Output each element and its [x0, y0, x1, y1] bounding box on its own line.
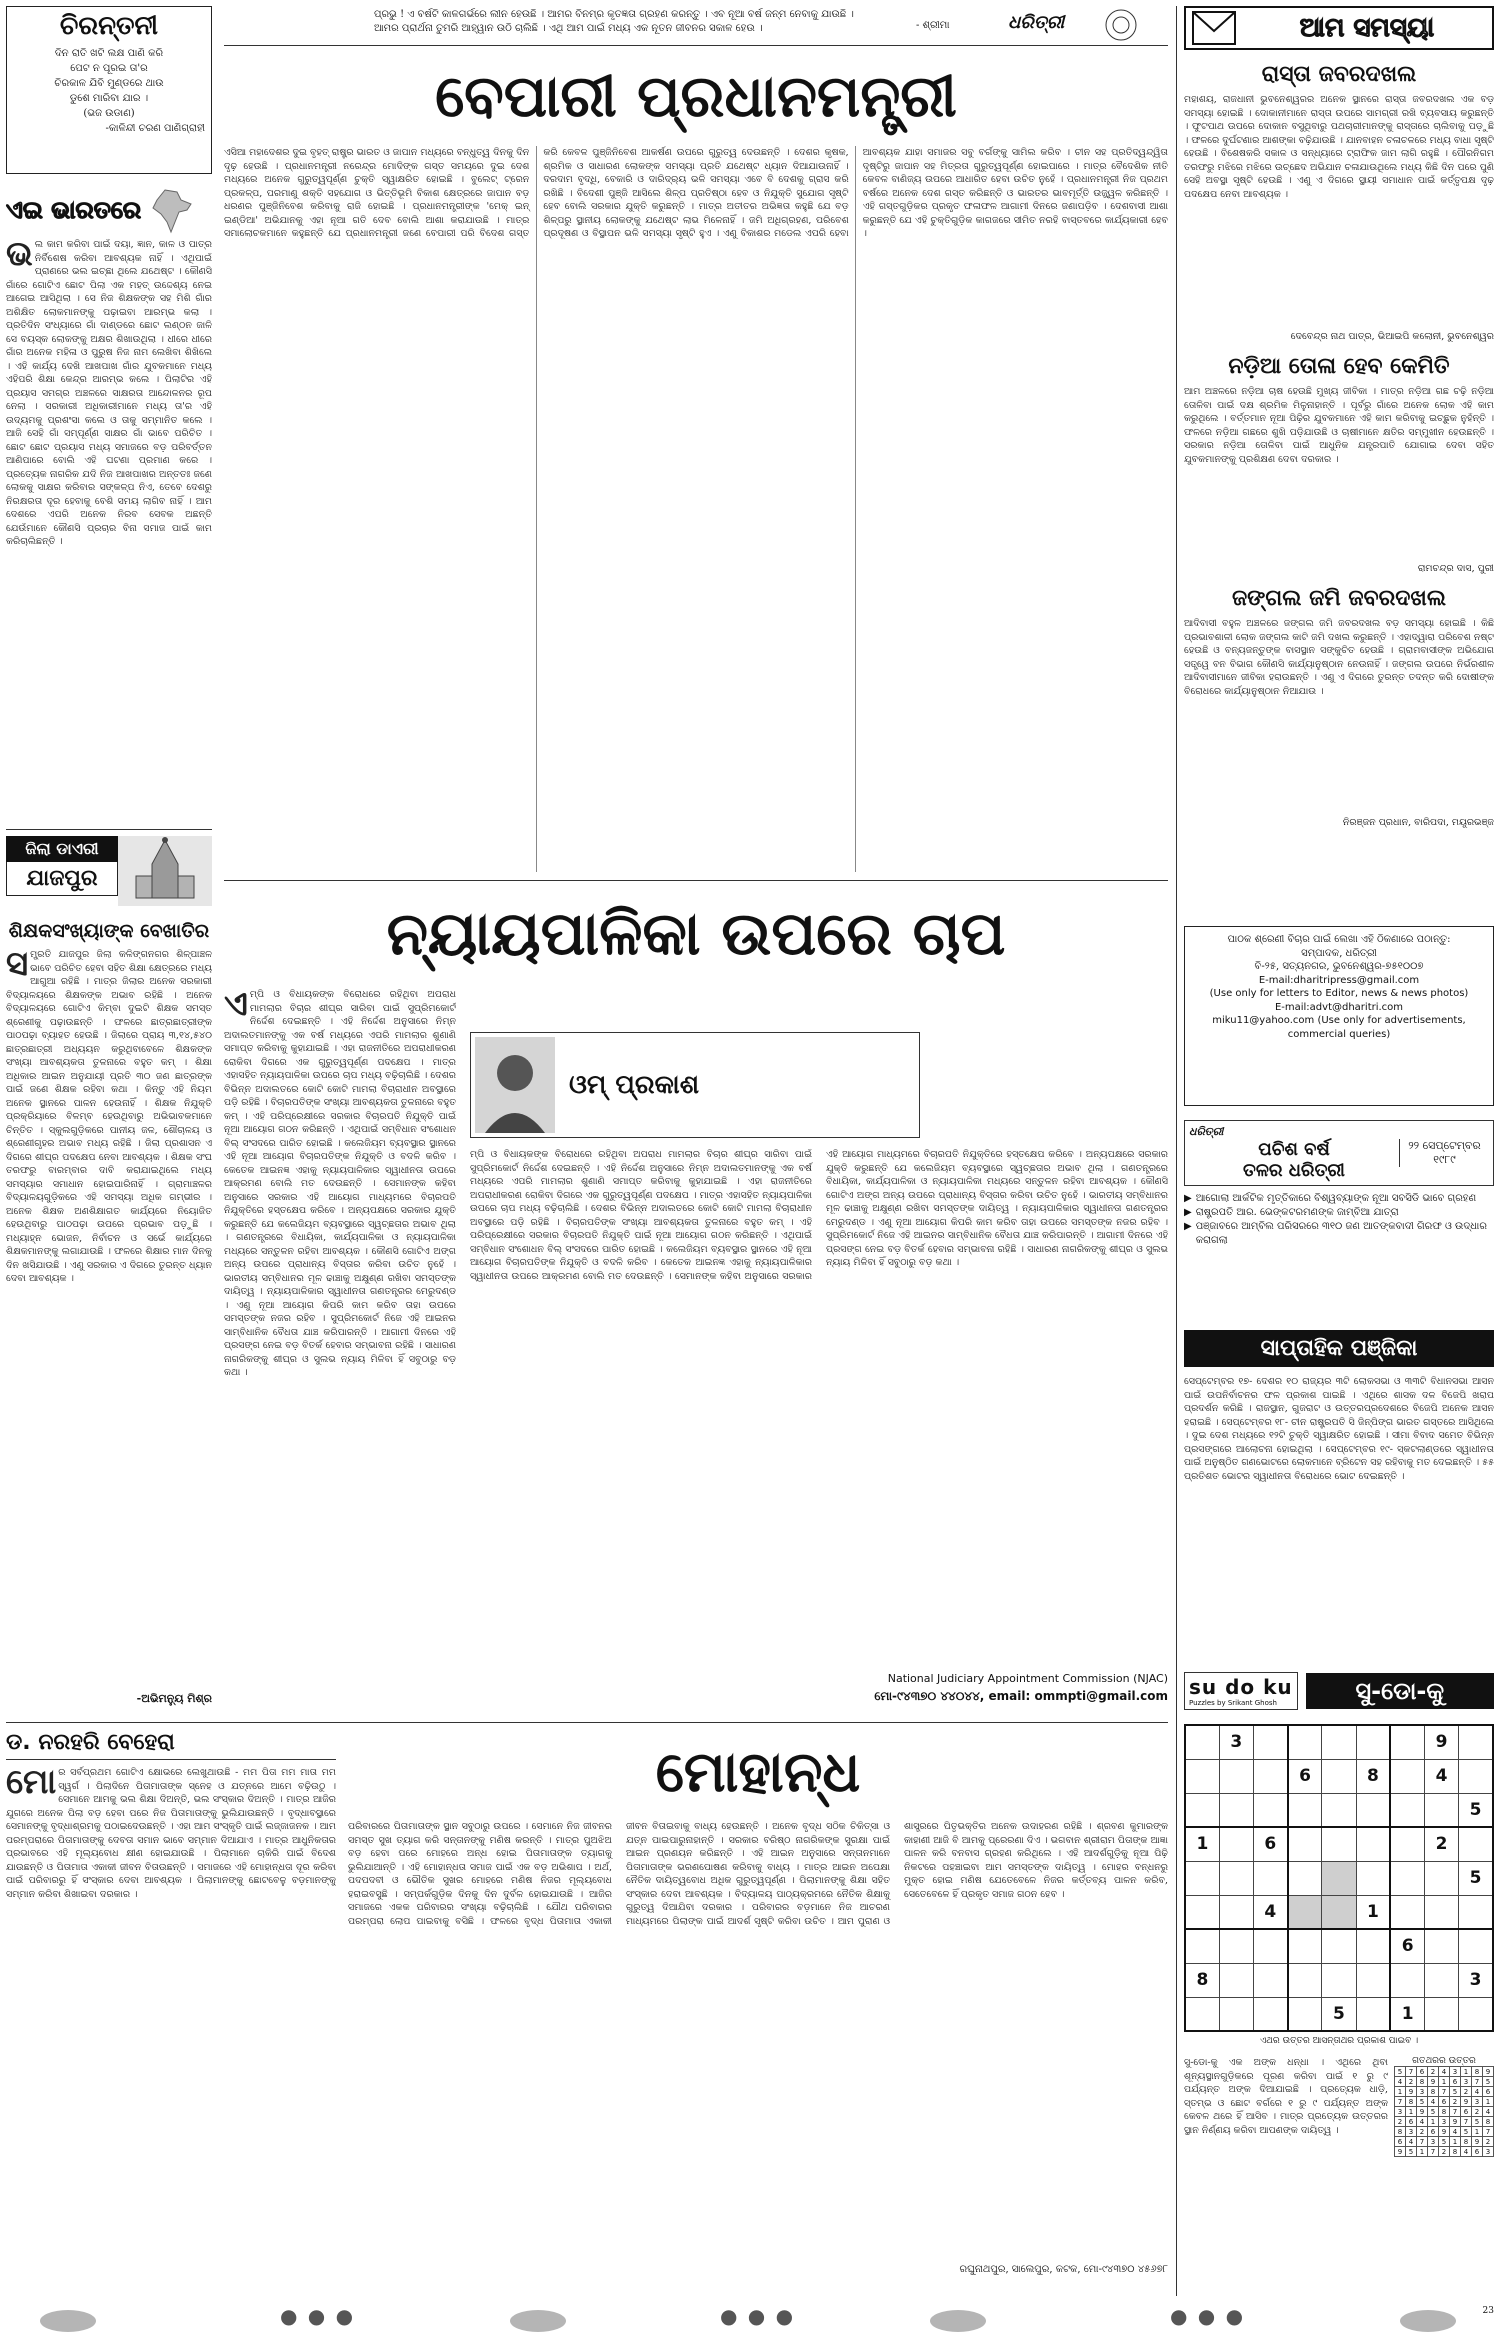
solution-cell: 3: [1461, 2077, 1472, 2087]
saptahika-section: [1184, 1330, 1494, 1660]
aama-samasya-section: [1184, 6, 1494, 910]
sudoku-cell[interactable]: [1288, 1793, 1322, 1827]
sudoku-cell[interactable]: [1219, 1929, 1253, 1963]
sudoku-section: [1184, 1672, 1494, 2292]
drop-cap: ମୋ: [6, 1766, 57, 1802]
sudoku-cell[interactable]: 6: [1253, 1827, 1287, 1861]
sudoku-cell[interactable]: [1425, 1793, 1459, 1827]
solution-cell: 7: [1439, 2087, 1450, 2097]
sudoku-cell[interactable]: [1356, 1861, 1390, 1895]
sudoku-cell[interactable]: 1: [1356, 1895, 1390, 1929]
solution-cell: 9: [1406, 2087, 1417, 2097]
footer-dots: ● ● ●: [280, 2304, 356, 2328]
letter-3: [1184, 586, 1494, 828]
solution-cell: 9: [1483, 2067, 1494, 2077]
pachis-item: ▶ ରାଷ୍ଟ୍ରପତି ଆର. ଭେଙ୍କଟରମଣଙ୍କ ଜାମ୍ବିଆ ଯାତ୍ରା: [1184, 1207, 1399, 1218]
solution-cell: 3: [1472, 2097, 1483, 2107]
solution-cell: 6: [1417, 2067, 1428, 2077]
editorial-2: [224, 886, 1168, 1716]
sudoku-answer-note: ଏଥର ଉତ୍ତର ଆସନ୍ତାଥର ପ୍ରକାଶ ପାଇବ ।: [1259, 2036, 1419, 2046]
sudoku-cell[interactable]: 9: [1425, 1725, 1459, 1759]
solution-cell: 7: [1406, 2067, 1417, 2077]
sudoku-cell[interactable]: [1288, 1929, 1322, 1963]
sudoku-cell[interactable]: 5: [1322, 1997, 1356, 2031]
chirantani-title: ଚିରନ୍ତନୀ: [59, 11, 159, 41]
sudoku-cell[interactable]: [1288, 1827, 1322, 1861]
drop-cap: ଭ: [6, 238, 33, 274]
aama-samasya-title: ଆମ ସମସ୍ୟା: [1299, 12, 1435, 43]
sudoku-cell[interactable]: [1390, 1895, 1424, 1929]
solution-cell: 5: [1428, 2107, 1439, 2117]
solution-cell: 8: [1406, 2097, 1417, 2107]
solution-cell: 4: [1461, 2147, 1472, 2157]
sudoku-cell[interactable]: [1425, 1963, 1459, 1997]
solution-cell: 4: [1417, 2117, 1428, 2127]
solution-cell: 7: [1417, 2137, 1428, 2147]
footer-ornament: [510, 2310, 566, 2332]
sudoku-cell[interactable]: [1253, 1997, 1287, 2031]
sudoku-cell[interactable]: 2: [1425, 1827, 1459, 1861]
solution-cell: 7: [1450, 2107, 1461, 2117]
sudoku-cell[interactable]: [1322, 1963, 1356, 1997]
editorial-1: [224, 50, 1168, 876]
solution-cell: 2: [1450, 2097, 1461, 2107]
sudoku-cell[interactable]: [1390, 1793, 1424, 1827]
bullet-icon: ▶: [1184, 1207, 1192, 1218]
solution-cell: 2: [1406, 2077, 1417, 2087]
sudoku-cell[interactable]: [1185, 1895, 1219, 1929]
solution-cell: 9: [1450, 2117, 1461, 2127]
letter-2-sender: ରାମଚନ୍ଦ୍ର ଦାସ, ପୁରୀ: [1417, 563, 1494, 574]
solution-cell: 8: [1395, 2127, 1406, 2137]
solution-cell: 7: [1483, 2127, 1494, 2137]
sudoku-cell[interactable]: [1185, 1793, 1219, 1827]
solution-cell: 8: [1483, 2117, 1494, 2127]
solution-cell: 5: [1439, 2137, 1450, 2147]
sudoku-cell[interactable]: 4: [1425, 1759, 1459, 1793]
sudoku-cell[interactable]: [1288, 1997, 1322, 2031]
jilla-diary-banner: ଜିଲା ଡାଏରୀ: [6, 836, 118, 862]
solution-cell: 4: [1395, 2077, 1406, 2087]
sudoku-cell[interactable]: [1219, 1997, 1253, 2031]
sudoku-cell[interactable]: [1322, 1861, 1356, 1895]
footer-dots: ● ● ●: [1170, 2304, 1246, 2328]
sudoku-cell[interactable]: 5: [1459, 1793, 1493, 1827]
solution-cell: 2: [1395, 2117, 1406, 2127]
sudoku-cell[interactable]: [1459, 1827, 1493, 1861]
india-map-icon: [147, 186, 195, 234]
sudoku-cell[interactable]: [1322, 1895, 1356, 1929]
letter-1: [1184, 62, 1494, 342]
solution-cell: 9: [1428, 2077, 1439, 2087]
narahari-heading: ଡ. ନରହରି ବେହେରା: [6, 1730, 336, 1760]
editorial-2-col1: ଏ ମ୍ପି ଓ ବିଧାୟକଙ୍କ ବିରୋଧରେ ରହିଥିବା ଅପରାଧ ମାମଲାର ବିଚାର ଶୀଘ୍ର ସାରିବା ପାଇଁ ସୁପ୍ରିମକୋର୍ଟ ନିର୍ଦ୍ଦେଶ ଦେଇଛନ୍ତି । ଏହି ନିର୍ଦ୍ଦେଶ ଅନୁସାରେ ନିମ୍ନ ଅଦାଲତମାନଙ୍କୁ ଏକ ବର୍ଷ ମଧ୍ୟରେ ଏପରି ମାମଲାର ଶୁଣାଣି ସମାପ୍ତ କରିବାକୁ କୁହାଯାଇଛି । ଏହା ରାଜନୀତିରେ ଅପରାଧୀକରଣ ରୋକିବା ଦିଗରେ ଏକ ଗୁରୁତ୍ୱପୂର୍ଣ୍ଣ ପଦକ୍ଷେପ । ମାତ୍ର ଏହାସହିତ ନ୍ୟାୟପାଳିକା ଉପରେ ଚାପ ମଧ୍ୟ ବଢ଼ିଚାଲିଛି । ଦେଶର ବିଭିନ୍ନ ଅଦାଲତରେ କୋଟି କୋଟି ମାମଲା ବିଚାରାଧୀନ ଅବସ୍ଥାରେ ପଡ଼ି ରହିଛି । ବିଚାରପତିଙ୍କ ସଂଖ୍ୟା ଆବଶ୍ୟକତା ତୁଳନାରେ ବହୁତ କମ୍ । ଏହି ପରିପ୍ରେକ୍ଷୀରେ ସରକାର ବିଚାରପତି ନିଯୁକ୍ତି ପାଇଁ ନୂଆ ଆୟୋଗ ଗଠନ କରିଛନ୍ତି । ଏଥିପାଇଁ ସମ୍ବିଧାନ ସଂଶୋଧନ ବିଲ୍ ସଂସଦରେ ପାରିତ ହୋଇଛି । କଲେଜିୟମ ବ୍ୟବସ୍ଥାର ସ୍ଥାନରେ ଏହି ନୂଆ ଆୟୋଗ ବିଚାରପତିଙ୍କ ନିଯୁକ୍ତି ଓ ବଦଳି କରିବ । କେତେକ ଆଇନଜ୍ଞ ଏହାକୁ ନ୍ୟାୟପାଳିକାର ସ୍ୱାଧୀନତା ଉପରେ ଆକ୍ରମଣ ବୋଲି ମତ ଦେଉଛନ୍ତି । ସେମାନଙ୍କ କହିବା ଅନୁସାରେ ସରକାର ଏହି ଆୟୋଗ ମାଧ୍ୟମରେ ବିଚାରପତି ନିଯୁକ୍ତିରେ ହସ୍ତକ୍ଷେପ କରିବେ । ଅନ୍ୟପକ୍ଷରେ ସରକାର ଯୁକ୍ତି କରୁଛନ୍ତି ଯେ କଲେଜିୟମ ବ୍ୟବସ୍ଥାରେ ସ୍ୱଚ୍ଛତାର ଅଭାବ ଥିଲା । ଗଣତନ୍ତ୍ରରେ ବିଧାୟିକା, କାର୍ଯ୍ୟପାଳିକା ଓ ନ୍ୟାୟପାଳିକା ମଧ୍ୟରେ ସନ୍ତୁଳନ ରହିବା ଆବଶ୍ୟକ । କୌଣସି ଗୋଟିଏ ଅଙ୍ଗ ଅନ୍ୟ ଉପରେ ପ୍ରାଧାନ୍ୟ ବିସ୍ତାର କରିବା ଉଚିତ ନୁହେଁ । ଭାରତୀୟ ସମ୍ବିଧାନର ମୂଳ ଢାଞ୍ଚାକୁ ଅକ୍ଷୁଣ୍ଣ ରଖିବା ସମସ୍ତଙ୍କ ଦାୟିତ୍ୱ । ନ୍ୟାୟପାଳିକାର ସ୍ୱାଧୀନତା ଗଣତନ୍ତ୍ରର ମେରୁଦଣ୍ଡ । ଏଣୁ ନୂଆ ଆୟୋଗ କିପରି କାମ କରିବ ତାହା ଉପରେ ସମସ୍ତଙ୍କ ନଜର ରହିବ । ସୁପ୍ରିମକୋର୍ଟ ନିଜେ ଏହି ଆଇନର ସାମ୍ବିଧାନିକ ବୈଧତା ଯାଞ୍ଚ କରିପାରନ୍ତି । ଆଗାମୀ ଦିନରେ ଏହି ପ୍ରସଙ୍ଗ ନେଇ ବଡ଼ ବିତର୍କ ହେବାର ସମ୍ଭାବନା ରହିଛି । ସାଧାରଣ ନାଗରିକଙ୍କୁ ଶୀଘ୍ର ଓ ସୁଲଭ ନ୍ୟାୟ ମିଳିବା ହିଁ ସବୁଠାରୁ ବଡ଼ କଥା ।: [224, 988, 456, 1378]
solution-cell: 7: [1395, 2097, 1406, 2107]
solution-cell: 9: [1439, 2127, 1450, 2137]
solution-cell: 4: [1450, 2127, 1461, 2137]
chirantani-author: -କାଳିନ୍ଦୀ ଚରଣ ପାଣିଗ୍ରାହୀ: [105, 123, 205, 134]
sudoku-cell[interactable]: [1219, 1861, 1253, 1895]
solution-cell: 6: [1395, 2137, 1406, 2147]
sudoku-cell[interactable]: [1322, 1725, 1356, 1759]
solution-cell: 2: [1428, 2067, 1439, 2077]
bullet-icon: ▶: [1184, 1221, 1192, 1232]
solution-cell: 5: [1483, 2077, 1494, 2087]
envelope-icon: [1192, 11, 1236, 45]
sudoku-cell[interactable]: [1459, 1759, 1493, 1793]
saptahika-body: ସେପ୍ଟେମ୍ବର ୧୭- ଦେଶର ୧୦ ରାଜ୍ୟର ୩ଟି ଲୋକସଭା ଓ ୩୩ଟି ବିଧାନସଭା ଆସନ ପାଇଁ ଉପନିର୍ବାଚନର ଫଳ ପ୍ରକାଶ ପାଇଛି । ଏଥିରେ ଶାସକ ଦଳ ବିଜେପି ଖରାପ ପ୍ରଦର୍ଶନ କରିଛି । ରାଜସ୍ଥାନ, ଗୁଜରାଟ ଓ ଉତ୍ତରପ୍ରଦେଶରେ ବିଜେପି ଅନେକ ଆସନ ହରାଇଛି । ସେପ୍ଟେମ୍ବର ୧୮- ଚୀନ ରାଷ୍ଟ୍ରପତି ସି ଜିନ୍‌ପିଙ୍ଗ ଭାରତ ଗସ୍ତରେ ଆସିଥିଲେ । ଦୁଇ ଦେଶ ମଧ୍ୟରେ ୧୨ଟି ଚୁକ୍ତି ସ୍ୱାକ୍ଷରିତ ହୋଇଛି । ସୀମା ବିବାଦ ସମେତ ବିଭିନ୍ନ ପ୍ରସଙ୍ଗରେ ଆଲୋଚନା ହୋଇଥିଲା । ସେପ୍ଟେମ୍ବର ୧୯- ସ୍କଟଲାଣ୍ଡରେ ସ୍ୱାଧୀନତା ପାଇଁ ଅନୁଷ୍ଠିତ ଗଣଭୋଟରେ ଲୋକମାନେ ବ୍ରିଟେନ ସହ ରହିବାକୁ ମତ ଦେଇଛନ୍ତି । ୫୫ ପ୍ରତିଶତ ଭୋଟର ସ୍ୱାଧୀନତା ବିରୋଧରେ ଭୋଟ ଦେଇଛନ୍ତି ।: [1184, 1376, 1494, 1482]
jilla-diary-section: [6, 836, 212, 1716]
solution-cell: 7: [1461, 2117, 1472, 2127]
solution-cell: 6: [1428, 2127, 1439, 2137]
editorial-3: [348, 1730, 1168, 2290]
author-photo: [475, 1037, 555, 1133]
solution-cell: 7: [1472, 2077, 1483, 2087]
letter-2-body: ଆମ ଅଞ୍ଚଳରେ ନଡ଼ିଆ ଚାଷ ହେଉଛି ମୁଖ୍ୟ ଜୀବିକା । ମାତ୍ର ନଡ଼ିଆ ଗଛ ଚଢ଼ି ନଡ଼ିଆ ତୋଳିବା ପାଇଁ ଦକ୍ଷ ଶ୍ରମିକ ମିଳୁନାହାନ୍ତି । ପୂର୍ବରୁ ଗାଁରେ ଅନେକ ଲୋକ ଏହି କାମ କରୁଥିଲେ । ବର୍ତ୍ତମାନ ନୂଆ ପିଢ଼ିର ଯୁବକମାନେ ଏହି କାମ କରିବାକୁ ଇଚ୍ଛୁକ ନୁହଁନ୍ତି । ଫଳରେ ନଡ଼ିଆ ଗଛରେ ଶୁଖି ପଡ଼ିଯାଉଛି ଓ ଚାଷୀମାନେ କ୍ଷତିର ସମ୍ମୁଖୀନ ହେଉଛନ୍ତି । ସରକାର ନଡ଼ିଆ ତୋଳିବା ପାଇଁ ଆଧୁନିକ ଯନ୍ତ୍ରପାତି ଯୋଗାଇ ଦେବା ସହିତ ଯୁବକମାନଙ୍କୁ ପ୍ରଶିକ୍ଷଣ ଦେବା ଦରକାର ।: [1184, 386, 1494, 465]
pachis-date: ୨୨ ସେପ୍ଟେମ୍ବର: [1408, 1139, 1481, 1152]
paper-logo: ଧରିତ୍ରୀ: [1008, 12, 1065, 33]
sudoku-cell[interactable]: [1185, 1929, 1219, 1963]
editorial-2-author: ଓମ୍ ପ୍ରକାଶ: [569, 1069, 700, 1100]
solution-cell: 5: [1461, 2127, 1472, 2137]
sudoku-cell[interactable]: 6: [1288, 1759, 1322, 1793]
ebharatare-title: ଏଇ ଭାରତରେ: [6, 196, 142, 224]
solution-cell: 2: [1461, 2087, 1472, 2097]
letter-1-sender: ଦେବେନ୍ଦ୍ର ନାଥ ପାତ୍ର, ଭିଆଇପି କଲୋନୀ, ଭୁବନେଶ୍ୱର: [1290, 331, 1494, 342]
sudoku-cell[interactable]: [1459, 1929, 1493, 1963]
jilla-diary-body: ସ ମ୍ପ୍ରତି ଯାଜପୁର ଜିଲା କଳିଙ୍ଗନଗର ଶିଳ୍ପାଞ୍ଚଳ ଭାବେ ପରିଚିତ ହେବା ସହିତ ଶିକ୍ଷା କ୍ଷେତ୍ରରେ ମଧ୍ୟ ଆଗୁଆ ରହିଛି । ମାତ୍ର ଜିଲାର ଅନେକ ସରକାରୀ ବିଦ୍ୟାଳୟରେ ଶିକ୍ଷକଙ୍କ ଅଭାବ ରହିଛି । ଅନେକ ବିଦ୍ୟାଳୟରେ ଗୋଟିଏ କିମ୍ବା ଦୁଇଟି ଶିକ୍ଷକ ସମସ୍ତ ଶ୍ରେଣୀକୁ ପଢ଼ାଉଛନ୍ତି । ଫଳରେ ଛାତ୍ରଛାତ୍ରୀଙ୍କ ପାଠପଢ଼ା ବ୍ୟାହତ ହେଉଛି । ଜିଲାରେ ପ୍ରାୟ ୩,୧୪,୫୪୦ ଛାତ୍ରଛାତ୍ରୀ ଅଧ୍ୟୟନ କରୁଥିବାବେଳେ ଶିକ୍ଷକଙ୍କ ସଂଖ୍ୟା ଆବଶ୍ୟକତା ତୁଳନାରେ ବହୁତ କମ୍ । ଶିକ୍ଷା ଅଧିକାର ଆଇନ ଅନୁଯାୟୀ ପ୍ରତି ୩୦ ଜଣ ଛାତ୍ରଙ୍କ ପାଇଁ ଜଣେ ଶିକ୍ଷକ ରହିବା କଥା । କିନ୍ତୁ ଏହି ନିୟମ ଅନେକ ସ୍ଥାନରେ ପାଳନ ହେଉନାହିଁ । ଶିକ୍ଷକ ନିଯୁକ୍ତି ପ୍ରକ୍ରିୟାରେ ବିଳମ୍ବ ହେଉଥିବାରୁ ଅଭିଭାବକମାନେ ଚିନ୍ତିତ । ସ୍କୁଲଗୁଡ଼ିକରେ ପାନୀୟ ଜଳ, ଶୌଚାଳୟ ଓ ଶ୍ରେଣୀଗୃହର ଅଭାବ ମଧ୍ୟ ରହିଛି । ଜିଲା ପ୍ରଶାସନ ଏ ଦିଗରେ ଶୀଘ୍ର ପଦକ୍ଷେପ ନେବା ଆବଶ୍ୟକ । ଶିକ୍ଷକ ସଂଘ ତରଫରୁ ବାରମ୍ବାର ଦାବି କରାଯାଇଥିଲେ ମଧ୍ୟ ସମସ୍ୟାର ସମାଧାନ ହୋଇପାରିନାହିଁ । ଗ୍ରାମାଞ୍ଚଳର ବିଦ୍ୟାଳୟଗୁଡ଼ିକରେ ଏହି ସମସ୍ୟା ଅଧିକ ଗମ୍ଭୀର । ଅନେକ ଶିକ୍ଷକ ଅଣଶିକ୍ଷାଗତ କାର୍ଯ୍ୟରେ ନିୟୋଜିତ ହେଉଥିବାରୁ ପାଠପଢ଼ା ଉପରେ ପ୍ରଭାବ ପଡ଼ୁଛି । ମଧ୍ୟାହ୍ନ ଭୋଜନ, ନିର୍ବାଚନ ଓ ସର୍ଭେ କାର୍ଯ୍ୟରେ ଶିକ୍ଷକମାନଙ୍କୁ ଲଗାଯାଉଛି । ଫଳରେ ଶିକ୍ଷାର ମାନ ଦିନକୁ ଦିନ ଖସିଯାଉଛି । ଏଣୁ ସରକାର ଏ ଦିଗରେ ତୁରନ୍ତ ଧ୍ୟାନ ଦେବା ଆବଶ୍ୟକ ।: [6, 948, 212, 1284]
solution-cell: 6: [1439, 2097, 1450, 2107]
contact-email-2[interactable]: E-mail:advt@dharitri.com: [1274, 1001, 1404, 1013]
solution-cell: 4: [1483, 2107, 1494, 2117]
solution-cell: 8: [1439, 2107, 1450, 2117]
sudoku-cell[interactable]: [1185, 1725, 1219, 1759]
contact-line-7: miku11@yahoo.com (Use only for advertisements, commercial queries): [1212, 1015, 1466, 1040]
letter-2-heading: ନଡ଼ିଆ ତୋଳା ହେବ କେମିତି: [1228, 354, 1450, 379]
sudoku-cell[interactable]: [1322, 1759, 1356, 1793]
sudoku-cell[interactable]: [1356, 1793, 1390, 1827]
solution-cell: 6: [1472, 2147, 1483, 2157]
chirantani-poem: ଦିନ ରାତି ଖଟି ଲକ୍ଷ ପାଣି କରି ପେଟ ନ ପୂରଇ ତା'ର ଚିରକାଳ ଯିବି ମୁଣ୍ଡରେ ଥାଉ ଡୁଶେ ମାରିବା ଯାର । (ଭଜ ଉଡାଣ): [54, 48, 164, 119]
pachis-title-2: ତଳର ଧରିତ୍ରୀ: [1243, 1160, 1345, 1181]
solution-cell: 8: [1428, 2087, 1439, 2097]
solution-cell: 3: [1483, 2147, 1494, 2157]
solution-cell: 8: [1417, 2077, 1428, 2087]
solution-cell: 7: [1428, 2147, 1439, 2157]
solution-cell: 8: [1472, 2067, 1483, 2077]
temple-illustration: [118, 836, 212, 906]
solution-cell: 3: [1406, 2127, 1417, 2137]
sudoku-solution-label: ଗତଥରର ଉତ୍ତର: [1412, 2056, 1476, 2066]
sudoku-cell[interactable]: 8: [1185, 1963, 1219, 1997]
pachis-year: ୧୯୮୯: [1433, 1153, 1456, 1166]
sudoku-cell[interactable]: 4: [1253, 1895, 1287, 1929]
sudoku-logo: su do ku: [1189, 1675, 1293, 1699]
sudoku-cell[interactable]: [1288, 1725, 1322, 1759]
sudoku-cell[interactable]: [1219, 1759, 1253, 1793]
sun-emblem-icon: [1104, 8, 1138, 42]
editorial-1-headline: ବେପାରୀ ପ୍ରଧାନମନ୍ତ୍ରୀ: [435, 62, 957, 130]
letter-1-heading: ରାସ୍ତା ଜବରଦଖଲ: [1261, 62, 1417, 87]
sudoku-cell[interactable]: [1322, 1827, 1356, 1861]
solution-cell: 5: [1406, 2147, 1417, 2157]
sudoku-cell[interactable]: [1390, 1963, 1424, 1997]
pachis-paper-label: ଧରିତ୍ରୀ: [1189, 1125, 1224, 1138]
contact-line-5: (Use only for letters to Editor, news & news photos): [1209, 988, 1469, 999]
sudoku-cell[interactable]: [1288, 1861, 1322, 1895]
pachis-barsa-section: [1184, 1120, 1494, 1320]
solution-cell: 9: [1417, 2107, 1428, 2117]
sudoku-cell[interactable]: [1253, 1929, 1287, 1963]
chirantani-box: [6, 6, 212, 174]
editorial-3-address: ରଘୁନାଥପୁର, ସାଲେପୁର, କଟକ, ମୋ-୯୪୩୭୦ ୪୫୬୭୮: [959, 2264, 1168, 2275]
solution-cell: 1: [1439, 2077, 1450, 2087]
sudoku-cell[interactable]: [1425, 1997, 1459, 2031]
letter-1-body: ମହାଶୟ, ରାଜଧାନୀ ଭୁବନେଶ୍ୱରର ଅନେକ ସ୍ଥାନରେ ରାସ୍ତା ଜବରଦଖଲ ଏକ ବଡ଼ ସମସ୍ୟା ହୋଇଛି । ଦୋକାନୀମାନେ ରାସ୍ତା ଉପରେ ସାମଗ୍ରୀ ରଖି ବ୍ୟବସାୟ କରୁଛନ୍ତି । ଫୁଟପାଥ ଉପରେ ଦୋକାନ ବସୁଥିବାରୁ ପଥଚାରୀମାନଙ୍କୁ ରାସ୍ତାରେ ଚାଲିବାକୁ ପଡ଼ୁଛି । ଫଳରେ ଦୁର୍ଘଟଣାର ଆଶଙ୍କା ବଢ଼ିଯାଉଛି । ଯାନବାହନ ଚଳାଚଳରେ ମଧ୍ୟ ବାଧା ସୃଷ୍ଟି ହେଉଛି । ବିଶେଷକରି ସକାଳ ଓ ସନ୍ଧ୍ୟାରେ ଟ୍ରାଫିକ ଜାମ ଲାଗି ରହୁଛି । ପୌରନିଗମ ତରଫରୁ ମଝିରେ ମଝିରେ ଉଚ୍ଛେଦ ଅଭିଯାନ ଚଳାଯାଉଥିଲେ ମଧ୍ୟ କିଛି ଦିନ ପରେ ପୁଣି ସେହି ଅବସ୍ଥା ସୃଷ୍ଟି ହେଉଛି । ଏଣୁ ଏ ଦିଗରେ ସ୍ଥାୟୀ ସମାଧାନ ପାଇଁ କର୍ତ୍ତୃପକ୍ଷ ଦୃଢ଼ ପଦକ୍ଷେପ ନେବା ଆବଶ୍ୟକ ।: [1184, 94, 1494, 200]
masthead-tagline-2: ଆମର ପ୍ରାର୍ଥନା ତୁମରି ଆହ୍ୱାନ ଉଠି ଚାଲିଛି । ଏଥି ଆମ ପାଇଁ ମଧ୍ୟ ଏକ ନୂତନ ଜୀବନର ସକାଳ ହେଉ ।: [374, 23, 763, 34]
solution-cell: 2: [1439, 2147, 1450, 2157]
contact-line-1: ପାଠକ ଶ୍ରେଣୀ ବିଚାର ପାଇଁ ଲେଖା ଏହି ଠିକଣାରେ ପଠାନ୍ତୁ:: [1227, 934, 1451, 945]
contact-email-1[interactable]: E-mail:dharitripress@gmail.com: [1258, 974, 1420, 986]
editorial-1-body: ଏସିଆ ମହାଦେଶର ଦୁଇ ବୃହତ୍ ରାଷ୍ଟ୍ର ଭାରତ ଓ ଜାପାନ ମଧ୍ୟରେ ବନ୍ଧୁତ୍ୱ ଦିନକୁ ଦିନ ଦୃଢ଼ ହେଉଛି । ପ୍ରଧାନମନ୍ତ୍ରୀ ନରେନ୍ଦ୍ର ମୋଦିଙ୍କ ଗସ୍ତ ସମୟରେ ଦୁଇ ଦେଶ ମଧ୍ୟରେ ଅନେକ ଗୁରୁତ୍ୱପୂର୍ଣ୍ଣ ଚୁକ୍ତି ସ୍ୱାକ୍ଷରିତ ହୋଇଛି । ବୁଲେଟ୍ ଟ୍ରେନ ପ୍ରକଳ୍ପ, ପରମାଣୁ ଶକ୍ତି ସହଯୋଗ ଓ ଭିତ୍ତିଭୂମି ବିକାଶ କ୍ଷେତ୍ରରେ ଜାପାନ ବଡ଼ ଧରଣର ପୁଞ୍ଜିନିବେଶ କରିବାକୁ ରାଜି ହୋଇଛି । ପ୍ରଧାନମନ୍ତ୍ରୀଙ୍କ 'ମେକ୍ ଇନ୍ ଇଣ୍ଡିଆ' ଅଭିଯାନକୁ ଏହା ନୂଆ ଗତି ଦେବ ବୋଲି ଆଶା କରାଯାଉଛି । ମାତ୍ର ସମାଲୋଚକମାନେ କହୁଛନ୍ତି ଯେ ପ୍ରଧାନମନ୍ତ୍ରୀ ଜଣେ ବେପାରୀ ପରି ବିଦେଶ ଗସ୍ତ କରି କେବଳ ପୁଞ୍ଜିନିବେଶ ଆକର୍ଷଣ ଉପରେ ଗୁରୁତ୍ୱ ଦେଉଛନ୍ତି । ଦେଶର କୃଷକ, ଶ୍ରମିକ ଓ ସାଧାରଣ ଲୋକଙ୍କ ସମସ୍ୟା ପ୍ରତି ଯଥେଷ୍ଟ ଧ୍ୟାନ ଦିଆଯାଉନାହିଁ । ଦରଦାମ ବୃଦ୍ଧି, ବେକାରି ଓ ଦାରିଦ୍ର୍ୟ ଭଳି ସମସ୍ୟା ଏବେ ବି ଦେଶକୁ ଗ୍ରାସ କରି ରଖିଛି । ବିଦେଶୀ ପୁଞ୍ଜି ଆସିଲେ ଶିଳ୍ପ ପ୍ରତିଷ୍ଠା ହେବ ଓ ନିଯୁକ୍ତି ସୁଯୋଗ ସୃଷ୍ଟି ହେବ ବୋଲି ସରକାର ଯୁକ୍ତି କରୁଛନ୍ତି । ମାତ୍ର ଅତୀତର ଅଭିଜ୍ଞତା କହୁଛି ଯେ ବଡ଼ ଶିଳ୍ପରୁ ସ୍ଥାନୀୟ ଲୋକଙ୍କୁ ଯଥେଷ୍ଟ ଲାଭ ମିଳେନାହିଁ । ଜମି ଅଧିଗ୍ରହଣ, ପରିବେଶ ପ୍ରଦୂଷଣ ଓ ବିସ୍ଥାପନ ଭଳି ସମସ୍ୟା ସୃଷ୍ଟି ହୁଏ । ଏଣୁ ବିକାଶର ମଡେଲ ଏପରି ହେବା ଆବଶ୍ୟକ ଯାହା ସମାଜର ସବୁ ବର୍ଗଙ୍କୁ ସାମିଲ କରିବ । ଚୀନ ସହ ପ୍ରତିଦ୍ୱନ୍ଦ୍ୱିତା ଦୃଷ୍ଟିରୁ ଜାପାନ ସହ ମିତ୍ରତା ଗୁରୁତ୍ୱପୂର୍ଣ୍ଣ ହୋଇପାରେ । ମାତ୍ର ବୈଦେଶିକ ନୀତି କେବଳ ବାଣିଜ୍ୟ ଉପରେ ଆଧାରିତ ହେବା ଉଚିତ ନୁହେଁ । ପ୍ରଧାନମନ୍ତ୍ରୀ ନିଜ ପ୍ରଥମ ବର୍ଷରେ ଅନେକ ଦେଶ ଗସ୍ତ କରିଛନ୍ତି ଓ ଭାରତର ଭାବମୂର୍ତ୍ତି ଉଜ୍ଜ୍ୱଳ କରିଛନ୍ତି । ଏହି ଗସ୍ତଗୁଡ଼ିକର ପ୍ରକୃତ ଫଳାଫଳ ଆଗାମୀ ଦିନରେ ଜଣାପଡ଼ିବ । ଦେଶବାସୀ ଆଶା କରୁଛନ୍ତି ଯେ ଏହି ଚୁକ୍ତିଗୁଡ଼ିକ କାଗଜରେ ସୀମିତ ନରହି ବାସ୍ତବରେ କାର୍ଯ୍ୟକାରୀ ହେବ ।: [224, 147, 1168, 239]
solution-cell: 3: [1428, 2137, 1439, 2147]
editorial-3-headline: ମୋହାନ୍ଧ: [655, 1740, 861, 1805]
solution-cell: 5: [1472, 2117, 1483, 2127]
solution-cell: 1: [1406, 2107, 1417, 2117]
drop-cap: ଏ: [224, 988, 248, 1024]
sudoku-cell[interactable]: [1390, 1725, 1424, 1759]
editorial-3-body: ପରିବାରରେ ପିତାମାତାଙ୍କ ସ୍ଥାନ ସବୁଠାରୁ ଉପରେ । ସେମାନେ ନିଜ ଜୀବନର ସମସ୍ତ ସୁଖ ତ୍ୟାଗ କରି ସନ୍ତାନଙ୍କୁ ମଣିଷ କରନ୍ତି । ମାତ୍ର ପୁଅଝିଅ ବଡ଼ ହେବା ପରେ ମୋହରେ ଅନ୍ଧ ହୋଇ ପିତାମାତାଙ୍କ ତ୍ୟାଗକୁ ଭୁଲିଯାଆନ୍ତି । ଏହି ମୋହାନ୍ଧତା ସମାଜ ପାଇଁ ଏକ ବଡ଼ ଅଭିଶାପ । ଅର୍ଥ, ପଦପଦବୀ ଓ ଭୌତିକ ସୁଖର ମୋହରେ ମଣିଷ ନିଜର ମୂଲ୍ୟବୋଧ ହରାଇବସୁଛି । ସମ୍ପର୍କଗୁଡ଼ିକ ଦିନକୁ ଦିନ ଦୁର୍ବଳ ହୋଇଯାଉଛି । ଆଜିର ସମାଜରେ ଏକକ ପରିବାରର ସଂଖ୍ୟା ବଢ଼ିଚାଲିଛି । ଯୌଥ ପରିବାରର ପରମ୍ପରା ଲୋପ ପାଇବାକୁ ବସିଛି । ଫଳରେ ବୃଦ୍ଧ ପିତାମାତା ଏକାକୀ ଜୀବନ ବିତାଇବାକୁ ବାଧ୍ୟ ହେଉଛନ୍ତି । ଅନେକ ବୃଦ୍ଧ ସଠିକ ଚିକିତ୍ସା ଓ ଯତ୍ନ ପାଇପାରୁନାହାନ୍ତି । ସରକାର ବରିଷ୍ଠ ନାଗରିକଙ୍କ ସୁରକ୍ଷା ପାଇଁ ଆଇନ ପ୍ରଣୟନ କରିଛନ୍ତି । ଏହି ଆଇନ ଅନୁସାରେ ସନ୍ତାନମାନେ ପିତାମାତାଙ୍କ ଭରଣପୋଷଣ କରିବାକୁ ବାଧ୍ୟ । ମାତ୍ର ଆଇନ ଅପେକ୍ଷା ନୈତିକ ଦାୟିତ୍ୱବୋଧ ଅଧିକ ଗୁରୁତ୍ୱପୂର୍ଣ୍ଣ । ପିଲାମାନଙ୍କୁ ଶିକ୍ଷା ସହିତ ସଂସ୍କାର ଦେବା ଆବଶ୍ୟକ । ବିଦ୍ୟାଳୟ ପାଠ୍ୟକ୍ରମରେ ନୈତିକ ଶିକ୍ଷାକୁ ଗୁରୁତ୍ୱ ଦିଆଯିବା ଦରକାର । ପରିବାରର ବଡ଼ମାନେ ନିଜ ଆଚରଣ ମାଧ୍ୟମରେ ପିଲାଙ୍କ ପାଇଁ ଆଦର୍ଶ ସୃଷ୍ଟି କରିବା ଉଚିତ । ଆମ ପୁରାଣ ଓ ଶାସ୍ତ୍ରରେ ପିତୃଭକ୍ତିର ଅନେକ ଉଦାହରଣ ରହିଛି । ଶ୍ରବଣ କୁମାରଙ୍କ କାହାଣୀ ଆଜି ବି ଆମକୁ ପ୍ରେରଣା ଦିଏ । ଭଗବାନ ଶ୍ରୀରାମ ପିତାଙ୍କ ଆଜ୍ଞା ପାଳନ କରି ବନବାସ ଗ୍ରହଣ କରିଥିଲେ । ଏହି ଆଦର୍ଶଗୁଡ଼ିକୁ ନୂଆ ପିଢ଼ି ନିକଟରେ ପହଞ୍ଚାଇବା ଆମ ସମସ୍ତଙ୍କ ଦାୟିତ୍ୱ । ମୋହର ବନ୍ଧନରୁ ମୁକ୍ତ ହୋଇ ମଣିଷ ଯେତେବେଳେ ନିଜର କର୍ତ୍ତବ୍ୟ ପାଳନ କରିବ, ସେତେବେଳେ ହିଁ ପ୍ରକୃତ ସମାଜ ଗଠନ ହେବ ।: [348, 1821, 1168, 1927]
sudoku-cell[interactable]: [1425, 1861, 1459, 1895]
sudoku-cell[interactable]: [1253, 1759, 1287, 1793]
sudoku-cell[interactable]: [1459, 1725, 1493, 1759]
contact-line-2: ସମ୍ପାଦକ, ଧରିତ୍ରୀ: [1301, 947, 1377, 959]
solution-cell: 4: [1472, 2087, 1483, 2097]
sudoku-cell[interactable]: [1425, 1895, 1459, 1929]
narahari-section: [6, 1730, 336, 2290]
sudoku-instructions: ସୁ-ଡୋ-କୁ ଏକ ଅଙ୍କ ଧନ୍ଧା । ଏଥିରେ ଥିବା ଶୂନ୍ୟସ୍ଥାନଗୁଡ଼ିକରେ ପୂରଣ କରିବା ପାଇଁ ୧ ରୁ ୯ ପର୍ଯ୍ୟନ୍ତ ଅଙ୍କ ଦିଆଯାଇଛି । ପ୍ରତ୍ୟେକ ଧାଡ଼ି, ସ୍ତମ୍ଭ ଓ ଛୋଟ ବର୍ଗରେ ୧ ରୁ ୯ ପର୍ଯ୍ୟନ୍ତ ଅଙ୍କ କେବଳ ଥରେ ହିଁ ଆସିବ । ମାତ୍ର ପ୍ରତ୍ୟେକ ଉତ୍ତରର ସ୍ଥାନ ନିର୍ଣ୍ଣୟ କରିବା ଆପଣଙ୍କ ଦାୟିତ୍ୱ ।: [1184, 2057, 1388, 2136]
solution-cell: 1: [1461, 2067, 1472, 2077]
sudoku-cell[interactable]: [1356, 1827, 1390, 1861]
sudoku-cell[interactable]: [1253, 1725, 1287, 1759]
sudoku-cell[interactable]: 1: [1185, 1827, 1219, 1861]
sudoku-cell[interactable]: 8: [1356, 1759, 1390, 1793]
sudoku-cell[interactable]: [1322, 1793, 1356, 1827]
masthead-credit: - ଶ୍ରୀମା: [916, 20, 950, 31]
solution-cell: 3: [1395, 2107, 1406, 2117]
solution-cell: 8: [1461, 2137, 1472, 2147]
solution-cell: 5: [1450, 2087, 1461, 2097]
solution-cell: 1: [1450, 2137, 1461, 2147]
solution-cell: 4: [1406, 2137, 1417, 2147]
footer-ornament: [930, 2310, 986, 2332]
footer-ornament: [1400, 2310, 1456, 2332]
masthead-tagline-1: ପ୍ରଭୁ ! ଏ ବର୍ଷଟି କାଳଗର୍ଭରେ ଲୀନ ହେଉଛି । ଆମର ବିନମ୍ର କୃତଜ୍ଞତା ଗ୍ରହଣ କରନ୍ତୁ । ଏବ ନୂଆ ବର୍ଷ ଜନ୍ମ ନେବାକୁ ଯାଉଛି ।: [374, 9, 854, 20]
page-number: 23: [1482, 2306, 1494, 2316]
pachis-item: ▶ ଆଗୋଲା ଆର୍କଟିକ ମୃତ୍ତିକାରେ ବିଶ୍ୱବ୍ୟାଙ୍କ ନୂଆ ସବସିଡି ଭାବେ ଗ୍ରହଣ: [1184, 1193, 1477, 1204]
letter-3-sender: ନିରଞ୍ଜନ ପ୍ରଧାନ, ବାରିପଦା, ମୟୂରଭଞ୍ଜ: [1342, 817, 1494, 828]
sudoku-cell[interactable]: [1390, 1759, 1424, 1793]
sudoku-cell[interactable]: 6: [1390, 1929, 1424, 1963]
sudoku-cell[interactable]: [1185, 1759, 1219, 1793]
solution-cell: 3: [1439, 2117, 1450, 2127]
editorial-2-contact: ମୋ-୯୪୩୭୦ ୪୪୦୪୪, email: ommpti@gmail.com: [874, 1689, 1168, 1703]
masthead: [224, 6, 1168, 46]
sudoku-title: ସୁ-ଡୋ-କୁ: [1306, 1673, 1494, 1709]
footer-ornament: [40, 2310, 96, 2332]
solution-cell: 6: [1461, 2107, 1472, 2117]
sudoku-cell[interactable]: 3: [1459, 1963, 1493, 1997]
sudoku-cell[interactable]: [1185, 1997, 1219, 2031]
solution-cell: 6: [1483, 2087, 1494, 2097]
contact-box: [1184, 926, 1494, 1106]
solution-cell: 3: [1450, 2067, 1461, 2077]
narahari-body: ମୋ ର ସର୍ବପ୍ରଥମ ଗୋଟିଏ କ୍ଷୋଭରେ ଲେଖୁଥାଉଛି - ମମ ପିତା ମମ ମାତା ମମ ସ୍ୱର୍ଗ । ପିଲାଦିନେ ପିତାମାତାଙ୍କ ସ୍ନେହ ଓ ଯତ୍ନରେ ଆମେ ବଢ଼ିଉଠୁ । ସେମାନେ ଆମକୁ ଭଲ ଶିକ୍ଷା ଦିଅନ୍ତି, ଭଲ ସଂସ୍କାର ଦିଅନ୍ତି । ମାତ୍ର ଆଜିର ଯୁଗରେ ଅନେକ ପିଲା ବଡ଼ ହେବା ପରେ ନିଜ ପିତାମାତାଙ୍କୁ ଭୁଲିଯାଉଛନ୍ତି । ବୃଦ୍ଧାବସ୍ଥାରେ ସେମାନଙ୍କୁ ବୃଦ୍ଧାଶ୍ରମକୁ ପଠାଇଦେଉଛନ୍ତି । ଏହା ଆମ ସଂସ୍କୃତି ପାଇଁ ଲଜ୍ଜାଜନକ । ଆମ ପରମ୍ପରାରେ ପିତାମାତାଙ୍କୁ ଦେବତା ସମାନ ଭାବେ ସମ୍ମାନ ଦିଆଯାଏ । ମାତ୍ର ଆଧୁନିକତାର ପ୍ରଭାବରେ ଏହି ମୂଲ୍ୟବୋଧ କ୍ଷୀଣ ହୋଇଯାଉଛି । ପିଲାମାନେ ଚାକିରି ପାଇଁ ବିଦେଶ ଯାଉଛନ୍ତି ଓ ପିତାମାତା ଏକାକୀ ଜୀବନ ବିତାଉଛନ୍ତି । ସମାଜରେ ଏହି ମୋହାନ୍ଧତା ଦୂର କରିବା ପାଇଁ ପରିବାରରୁ ହିଁ ସଂସ୍କାର ଦେବା ଆବଶ୍ୟକ । ପିଲାମାନଙ୍କୁ ଛୋଟବେଳୁ ବଡ଼ମାନଙ୍କୁ ସମ୍ମାନ କରିବା ଶିଖାଇବା ଦରକାର ।: [6, 1766, 336, 1900]
sudoku-cell[interactable]: [1356, 1963, 1390, 1997]
ebharatare-section: [6, 186, 212, 824]
sudoku-cell[interactable]: [1253, 1963, 1287, 1997]
sudoku-cell[interactable]: [1185, 1861, 1219, 1895]
solution-cell: 5: [1395, 2067, 1406, 2077]
sudoku-cell[interactable]: [1459, 1997, 1493, 2031]
sudoku-grid: [1184, 1724, 1494, 2032]
sudoku-cell[interactable]: [1356, 1929, 1390, 1963]
sudoku-credit: Puzzles by Srikant Ghosh: [1189, 1699, 1277, 1707]
bullet-icon: ▶: [1184, 1193, 1192, 1204]
pachis-title-1: ପଚିଶ ବର୍ଷ: [1258, 1139, 1330, 1160]
solution-cell: 2: [1472, 2107, 1483, 2117]
sudoku-cell[interactable]: [1356, 1725, 1390, 1759]
drop-cap: ସ: [6, 948, 29, 984]
sudoku-cell[interactable]: [1219, 1895, 1253, 1929]
solution-cell: 4: [1439, 2067, 1450, 2077]
sudoku-cell[interactable]: [1390, 1861, 1424, 1895]
solution-cell: 4: [1428, 2097, 1439, 2107]
solution-cell: 2: [1417, 2127, 1428, 2137]
sudoku-cell[interactable]: [1219, 1793, 1253, 1827]
sudoku-cell[interactable]: [1356, 1997, 1390, 2031]
sudoku-cell[interactable]: [1425, 1929, 1459, 1963]
saptahika-banner: ସାପ୍ତାହିକ ପଞ୍ଜିକା: [1184, 1330, 1494, 1367]
ebharatare-body: ଭ ଲ କାମ କରିବା ପାଇଁ ଦୟା, ଜ୍ଞାନ, କାଳ ଓ ପାତ୍ର ନିର୍ବିଶେଷ କରିବା ଆବଶ୍ୟକ ନାହିଁ । ଏଥିପାଇଁ ପ୍ରାଣରେ ଭଲ ଇଚ୍ଛା ଥିଲେ ଯଥେଷ୍ଟ । କୌଣସି ଗାଁରେ ଗୋଟିଏ ଛୋଟ ପିଲା ଏକ ମହତ୍ ଉଦ୍ଦେଶ୍ୟ ନେଇ ଆଗେଇ ଆସିଥିଲା । ସେ ନିଜ ଶିକ୍ଷକଙ୍କ ସହ ମିଶି ଗାଁର ଅଶିକ୍ଷିତ ଲୋକମାନଙ୍କୁ ପଢ଼ାଇବା ଆରମ୍ଭ କଲା । ପ୍ରତିଦିନ ସଂଧ୍ୟାରେ ଗାଁ ଦାଣ୍ଡରେ ଛୋଟ ଲଣ୍ଠନ ଜାଳି ସେ ବୟସ୍କ ଲୋକଙ୍କୁ ଅକ୍ଷର ଶିଖାଉଥିଲା । ଧୀରେ ଧୀରେ ଗାଁର ଅନେକ ମହିଳା ଓ ପୁରୁଷ ନିଜ ନାମ ଲେଖିବା ଶିଖିଲେ । ଏହି କାର୍ଯ୍ୟ ଦେଖି ଆଖପାଖ ଗାଁର ଯୁବକମାନେ ମଧ୍ୟ ଏହିପରି ଶିକ୍ଷା କେନ୍ଦ୍ର ଆରମ୍ଭ କଲେ । ପିଲାଟିର ଏହି ପ୍ରୟାସ ସମଗ୍ର ଅଞ୍ଚଳରେ ସାକ୍ଷରତା ଆନ୍ଦୋଳନର ରୂପ ନେଲା । ସରକାରୀ ଅଧିକାରୀମାନେ ମଧ୍ୟ ତା'ର ଏହି ଉଦ୍ୟମକୁ ପ୍ରଶଂସା କଲେ ଓ ତାକୁ ସମ୍ମାନିତ କଲେ । ଆଜି ସେହି ଗାଁ ସମ୍ପୂର୍ଣ୍ଣ ସାକ୍ଷର ଗାଁ ଭାବେ ପରିଚିତ । ଛୋଟ ଛୋଟ ପ୍ରୟାସ ମଧ୍ୟ ସମାଜରେ ବଡ଼ ପରିବର୍ତ୍ତନ ଆଣିପାରେ ବୋଲି ଏହି ଘଟଣା ପ୍ରମାଣ କରେ । ପ୍ରତ୍ୟେକ ନାଗରିକ ଯଦି ନିଜ ଆଖପାଖର ଅନ୍ତତଃ ଜଣେ ଲୋକକୁ ସାକ୍ଷର କରିବାର ସଙ୍କଳ୍ପ ନିଏ, ତେବେ ଦେଶରୁ ନିରକ୍ଷରତା ଦୂର ହେବାକୁ ବେଶି ସମୟ ଲାଗିବ ନାହିଁ । ଆମ ଦେଶରେ ଏପରି ଅନେକ ନିରବ ସେବକ ଅଛନ୍ତି ଯେଉଁମାନେ କୌଣସି ପ୍ରଚାର ବିନା ସମାଜ ପାଇଁ କାମ କରିଚାଲିଛନ୍ତି ।: [6, 238, 212, 547]
sudoku-cell[interactable]: [1288, 1963, 1322, 1997]
sudoku-cell[interactable]: [1253, 1793, 1287, 1827]
sudoku-cell[interactable]: [1219, 1827, 1253, 1861]
sudoku-cell[interactable]: 5: [1459, 1861, 1493, 1895]
letter-3-body: ଆଦିବାସୀ ବହୁଳ ଅଞ୍ଚଳରେ ଜଙ୍ଗଲ ଜମି ଜବରଦଖଲ ବଡ଼ ସମସ୍ୟା ହୋଇଛି । କିଛି ପ୍ରଭାବଶାଳୀ ଲୋକ ଜଙ୍ଗଲ କାଟି ଜମି ଦଖଲ କରୁଛନ୍ତି । ଏହାଦ୍ୱାରା ପରିବେଶ ନଷ୍ଟ ହେଉଛି ଓ ବନ୍ୟଜନ୍ତୁଙ୍କ ବାସସ୍ଥାନ ସଙ୍କୁଚିତ ହେଉଛି । ଗ୍ରାମବାସୀଙ୍କ ଅଭିଯୋଗ ସତ୍ତ୍ୱେ ବନ ବିଭାଗ କୌଣସି କାର୍ଯ୍ୟାନୁଷ୍ଠାନ ନେଉନାହିଁ । ଜଙ୍ଗଲ ଉପରେ ନିର୍ଭରଶୀଳ ଆଦିବାସୀମାନେ ଜୀବିକା ହରାଉଛନ୍ତି । ଏଣୁ ଏ ଦିଗରେ ତୁରନ୍ତ ତଦନ୍ତ କରି ଦୋଷୀଙ୍କ ବିରୋଧରେ କାର୍ଯ୍ୟାନୁଷ୍ଠାନ ନିଆଯାଉ ।: [1184, 618, 1494, 697]
sudoku-cell[interactable]: [1219, 1963, 1253, 1997]
solution-cell: 1: [1417, 2147, 1428, 2157]
solution-cell: 3: [1417, 2087, 1428, 2097]
sudoku-cell[interactable]: 3: [1219, 1725, 1253, 1759]
letter-2: [1184, 354, 1494, 574]
solution-cell: 2: [1483, 2137, 1494, 2147]
solution-cell: 1: [1428, 2117, 1439, 2127]
letter-3-heading: ଜଙ୍ଗଲ ଜମି ଜବରଦଖଲ: [1231, 586, 1447, 611]
solution-cell: 9: [1461, 2097, 1472, 2107]
editorial-2-body-cols: ମ୍ପି ଓ ବିଧାୟକଙ୍କ ବିରୋଧରେ ରହିଥିବା ଅପରାଧ ମାମଲାର ବିଚାର ଶୀଘ୍ର ସାରିବା ପାଇଁ ସୁପ୍ରିମକୋର୍ଟ ନିର୍ଦ୍ଦେଶ ଦେଇଛନ୍ତି । ଏହି ନିର୍ଦ୍ଦେଶ ଅନୁସାରେ ନିମ୍ନ ଅଦାଲତମାନଙ୍କୁ ଏକ ବର୍ଷ ମଧ୍ୟରେ ଏପରି ମାମଲାର ଶୁଣାଣି ସମାପ୍ତ କରିବାକୁ କୁହାଯାଇଛି । ଏହା ରାଜନୀତିରେ ଅପରାଧୀକରଣ ରୋକିବା ଦିଗରେ ଏକ ଗୁରୁତ୍ୱପୂର୍ଣ୍ଣ ପଦକ୍ଷେପ । ମାତ୍ର ଏହାସହିତ ନ୍ୟାୟପାଳିକା ଉପରେ ଚାପ ମଧ୍ୟ ବଢ଼ିଚାଲିଛି । ଦେଶର ବିଭିନ୍ନ ଅଦାଲତରେ କୋଟି କୋଟି ମାମଲା ବିଚାରାଧୀନ ଅବସ୍ଥାରେ ପଡ଼ି ରହିଛି । ବିଚାରପତିଙ୍କ ସଂଖ୍ୟା ଆବଶ୍ୟକତା ତୁଳନାରେ ବହୁତ କମ୍ । ଏହି ପରିପ୍ରେକ୍ଷୀରେ ସରକାର ବିଚାରପତି ନିଯୁକ୍ତି ପାଇଁ ନୂଆ ଆୟୋଗ ଗଠନ କରିଛନ୍ତି । ଏଥିପାଇଁ ସମ୍ବିଧାନ ସଂଶୋଧନ ବିଲ୍ ସଂସଦରେ ପାରିତ ହୋଇଛି । କଲେଜିୟମ ବ୍ୟବସ୍ଥାର ସ୍ଥାନରେ ଏହି ନୂଆ ଆୟୋଗ ବିଚାରପତିଙ୍କ ନିଯୁକ୍ତି ଓ ବଦଳି କରିବ । କେତେକ ଆଇନଜ୍ଞ ଏହାକୁ ନ୍ୟାୟପାଳିକାର ସ୍ୱାଧୀନତା ଉପରେ ଆକ୍ରମଣ ବୋଲି ମତ ଦେଉଛନ୍ତି । ସେମାନଙ୍କ କହିବା ଅନୁସାରେ ସରକାର ଏହି ଆୟୋଗ ମାଧ୍ୟମରେ ବିଚାରପତି ନିଯୁକ୍ତିରେ ହସ୍ତକ୍ଷେପ କରିବେ । ଅନ୍ୟପକ୍ଷରେ ସରକାର ଯୁକ୍ତି କରୁଛନ୍ତି ଯେ କଲେଜିୟମ ବ୍ୟବସ୍ଥାରେ ସ୍ୱଚ୍ଛତାର ଅଭାବ ଥିଲା । ଗଣତନ୍ତ୍ରରେ ବିଧାୟିକା, କାର୍ଯ୍ୟପାଳିକା ଓ ନ୍ୟାୟପାଳିକା ମଧ୍ୟରେ ସନ୍ତୁଳନ ରହିବା ଆବଶ୍ୟକ । କୌଣସି ଗୋଟିଏ ଅଙ୍ଗ ଅନ୍ୟ ଉପରେ ପ୍ରାଧାନ୍ୟ ବିସ୍ତାର କରିବା ଉଚିତ ନୁହେଁ । ଭାରତୀୟ ସମ୍ବିଧାନର ମୂଳ ଢାଞ୍ଚାକୁ ଅକ୍ଷୁଣ୍ଣ ରଖିବା ସମସ୍ତଙ୍କ ଦାୟିତ୍ୱ । ନ୍ୟାୟପାଳିକାର ସ୍ୱାଧୀନତା ଗଣତନ୍ତ୍ରର ମେରୁଦଣ୍ଡ । ଏଣୁ ନୂଆ ଆୟୋଗ କିପରି କାମ କରିବ ତାହା ଉପରେ ସମସ୍ତଙ୍କ ନଜର ରହିବ । ସୁପ୍ରିମକୋର୍ଟ ନିଜେ ଏହି ଆଇନର ସାମ୍ବିଧାନିକ ବୈଧତା ଯାଞ୍ଚ କରିପାରନ୍ତି । ଆଗାମୀ ଦିନରେ ଏହି ପ୍ରସଙ୍ଗ ନେଇ ବଡ଼ ବିତର୍କ ହେବାର ସମ୍ଭାବନା ରହିଛି । ସାଧାରଣ ନାଗରିକଙ୍କୁ ଶୀଘ୍ର ଓ ସୁଲଭ ନ୍ୟାୟ ମିଳିବା ହିଁ ସବୁଠାରୁ ବଡ଼ କଥା ।: [470, 1149, 1168, 1282]
sudoku-cell[interactable]: 1: [1390, 1997, 1424, 2031]
solution-cell: 6: [1406, 2117, 1417, 2127]
jilla-diary-headline: ଶିକ୍ଷକସଂଖ୍ୟାଙ୍କ ବେଖାତିର: [8, 920, 210, 942]
njac-note: National Judiciary Appointment Commission (NJAC): [887, 1672, 1168, 1685]
footer-dots: ● ● ●: [720, 2304, 796, 2328]
solution-cell: 5: [1417, 2097, 1428, 2107]
solution-cell: 6: [1450, 2077, 1461, 2087]
editorial-2-headline: ନ୍ୟାୟପାଳିକା ଉପରେ ଚାପ: [386, 899, 1006, 969]
contact-line-3: ବି-୨୫, ସତ୍ୟନଗର, ଭୁବନେଶ୍ୱର-୭୫୧୦୦୭: [1254, 961, 1424, 972]
sudoku-solution-grid: [1394, 2066, 1494, 2157]
sudoku-cell[interactable]: [1459, 1895, 1493, 1929]
solution-cell: 9: [1472, 2137, 1483, 2147]
district-name: ଯାଜପୁର: [6, 862, 118, 896]
solution-cell: 8: [1450, 2147, 1461, 2157]
solution-cell: 1: [1483, 2097, 1494, 2107]
solution-cell: 1: [1395, 2087, 1406, 2097]
pachis-item: ▶ ପଞ୍ଜାବରେ ଆମ୍ବିଲ ପରିସରରେ ୩୧୦ ଜଣ ଆତଙ୍କବାଦୀ ଗିରଫ ଓ ଉଦ୍ଧାର କରାଗଲା: [1184, 1221, 1487, 1246]
solution-cell: 9: [1395, 2147, 1406, 2157]
sudoku-cell[interactable]: [1322, 1929, 1356, 1963]
solution-cell: 1: [1472, 2127, 1483, 2137]
jilla-diary-author: -ଅଭିମନ୍ୟୁ ମିଶ୍ର: [136, 1692, 212, 1705]
sudoku-cell[interactable]: [1390, 1827, 1424, 1861]
sudoku-cell[interactable]: [1288, 1895, 1322, 1929]
sudoku-cell[interactable]: [1253, 1861, 1287, 1895]
